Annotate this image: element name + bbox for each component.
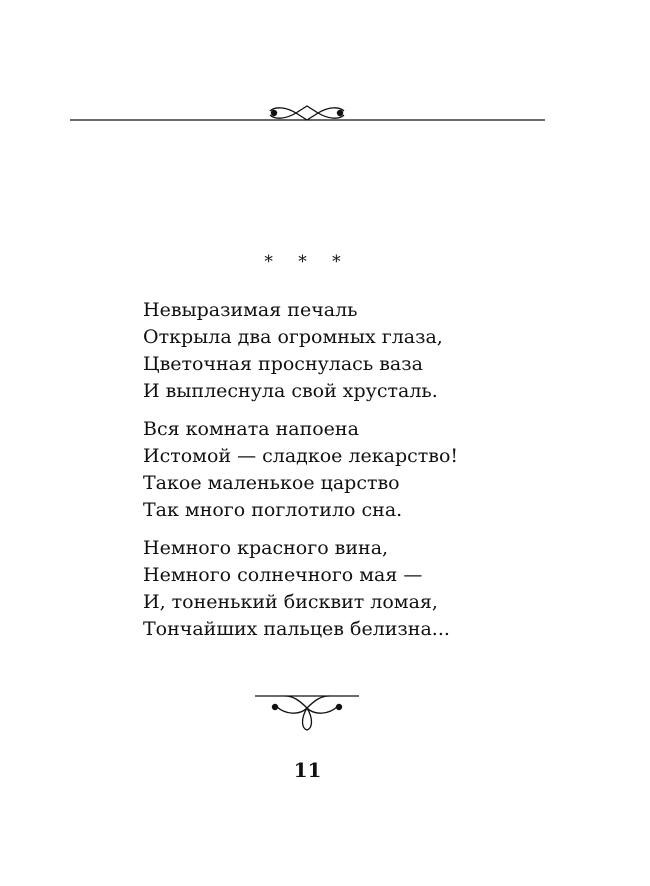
poem-line: И выплеснула свой хрусталь. [143, 380, 438, 402]
flourish-divider-icon [70, 98, 545, 128]
poem-line: Такое маленькое царство [143, 472, 400, 494]
poem-line: Тончайших пальцев белизна... [143, 618, 450, 640]
poem-line: Немного красного вина, [143, 537, 389, 559]
poem-line: Цветочная проснулась ваза [143, 353, 423, 375]
poem-line: Так много поглотило сна. [143, 499, 403, 521]
poem-line: И, тоненький бисквит ломая, [143, 591, 438, 613]
stanza-2 [143, 416, 583, 524]
flourish-end-icon [255, 690, 359, 736]
stanza-3 [143, 535, 583, 643]
poem-line: Истомой — сладкое лекарство! [143, 445, 459, 467]
stanza-1 [143, 297, 583, 405]
poem-line: Невыразимая печаль [143, 299, 358, 321]
poem-line: Открыла два огромных глаза, [143, 326, 443, 348]
section-asterism: * * * [264, 252, 351, 272]
page-number: 11 [293, 758, 322, 782]
poem-line: Немного солнечного мая — [143, 564, 423, 586]
poem-line: Вся комната напоена [143, 418, 359, 440]
poem-body [143, 297, 583, 654]
